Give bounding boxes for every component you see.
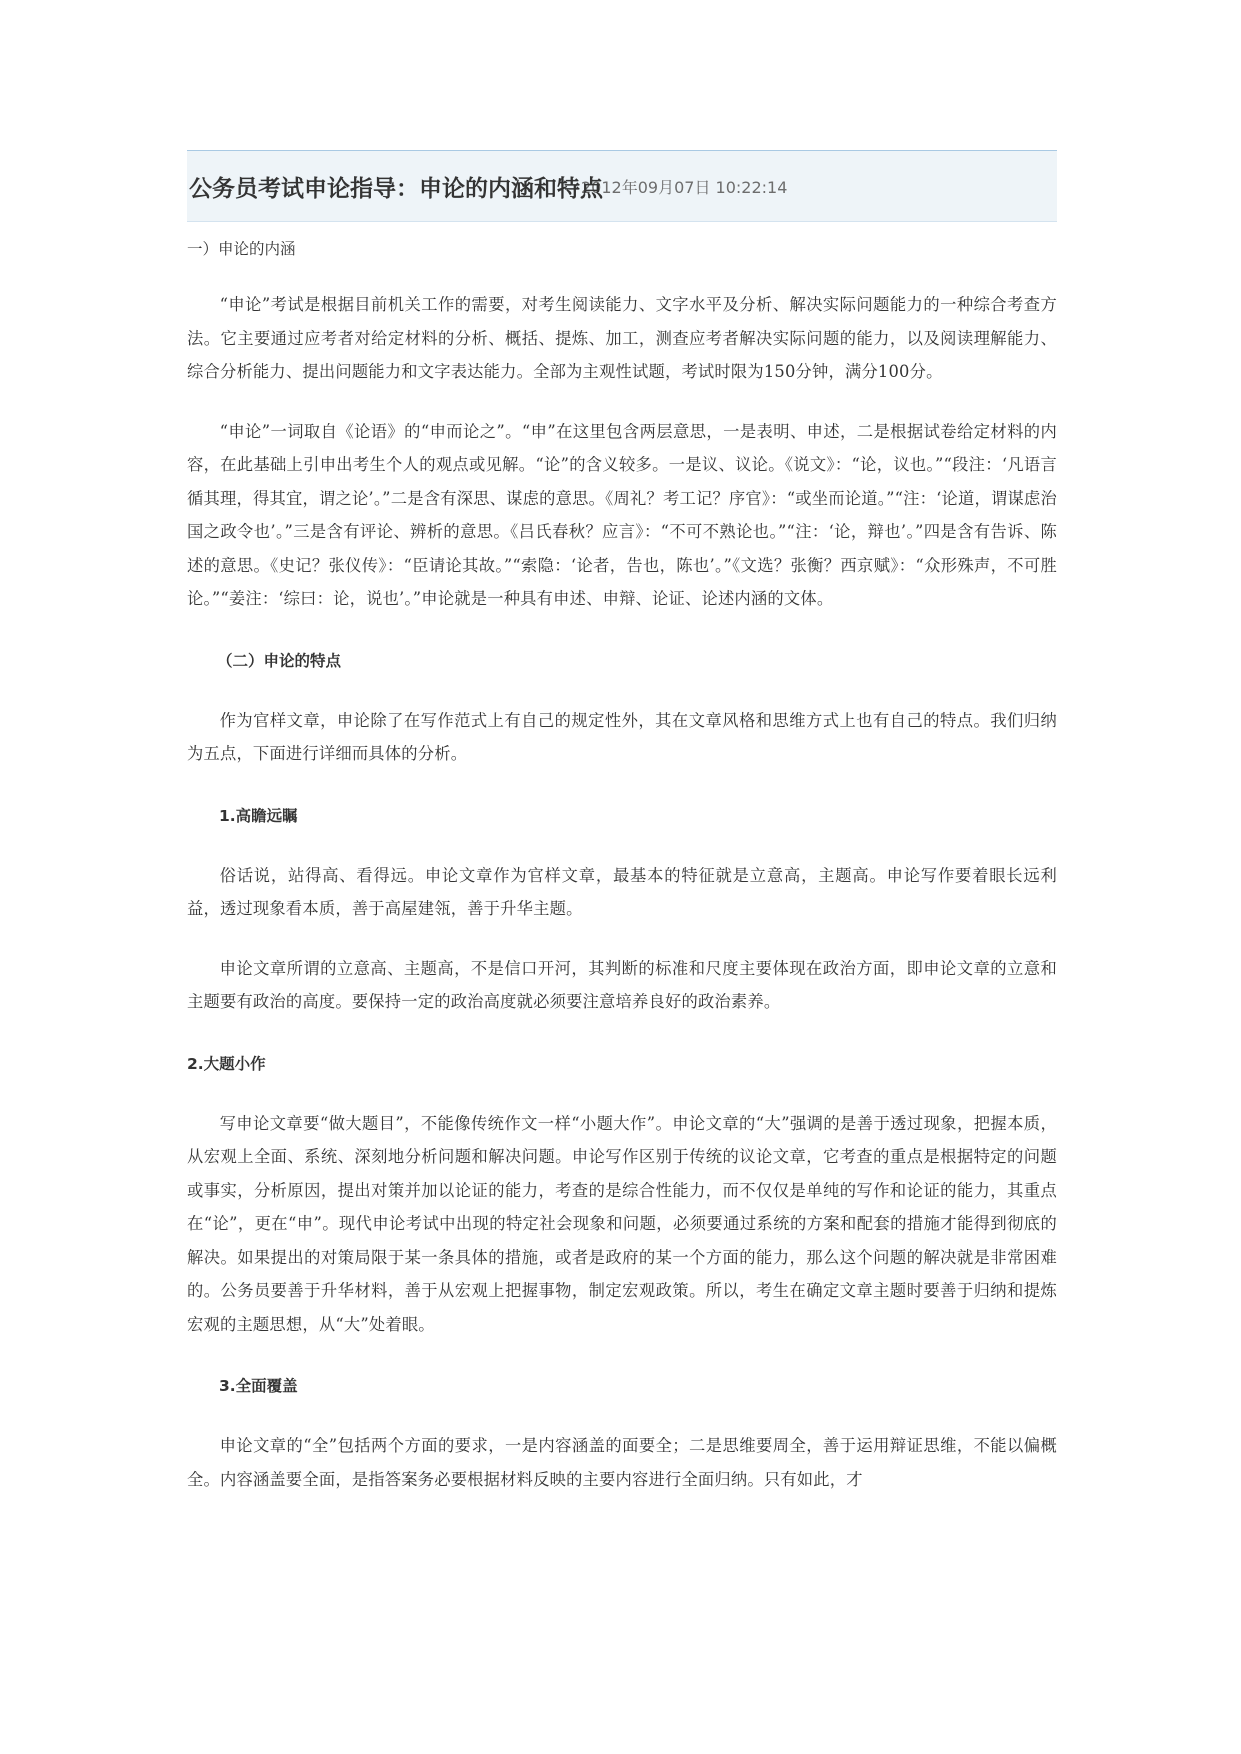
- paragraph-7: 申论文章的“全”包括两个方面的要求，一是内容涵盖的面要全；二是思维要周全，善于运用辩证思维，不能以偏概全。内容涵盖要全面，是指答案务必要根据材料反映的主要内容进行全面归纳。只有如此，才: [187, 1436, 1057, 1489]
- section-heading-connotation: 一）申论的内涵: [187, 240, 296, 258]
- article-title: 公务员考试申论指导：申论的内涵和特点: [189, 175, 603, 202]
- paragraph-1: “申论”考试是根据目前机关工作的需要，对考生阅读能力、文字水平及分析、解决实际问题能力的一种综合考查方法。它主要通过应考者对给定材料的分析、概括、提炼、加工，测查应考者解决实际问题的能力，以及阅读理解能力、综合分析能力、提出问题能力和文字表达能力。全部为主观性试题，考试时限为150分钟，满分100分。: [187, 295, 1057, 381]
- subheading-3: 3.全面覆盖: [219, 1377, 298, 1395]
- publish-timestamp: 2012年09月07日 10:22:14: [581, 177, 788, 197]
- subheading-1: 1.高瞻远瞩: [219, 806, 298, 825]
- article: [187, 150, 1057, 1496]
- title-bar: [187, 150, 1057, 222]
- paragraph-3: 作为官样文章，申论除了在写作范式上有自己的规定性外，其在文章风格和思维方式上也有自己的特点。我们归纳为五点，下面进行详细而具体的分析。: [187, 710, 1057, 763]
- section-heading-features: （二）申论的特点: [217, 651, 342, 670]
- paragraph-4: 俗话说，站得高、看得远。申论文章作为官样文章，最基本的特征就是立意高，主题高。申论写作要着眼长远利益，透过现象看本质，善于高屋建瓴，善于升华主题。: [187, 865, 1057, 918]
- paragraph-5: 申论文章所谓的立意高、主题高，不是信口开河，其判断的标准和尺度主要体现在政治方面，即申论文章的立意和主题要有政治的高度。要保持一定的政治高度就必须要注意培养良好的政治素养。: [187, 958, 1057, 1011]
- subheading-2: 2.大题小作: [187, 1054, 266, 1073]
- paragraph-6: 写申论文章要“做大题目”，不能像传统作文一样“小题大作”。申论文章的“大”强调的是善于透过现象，把握本质，从宏观上全面、系统、深刻地分析问题和解决问题。申论写作区别于传统的议论文章，它考查的重点是根据特定的问题或事实，分析原因，提出对策并加以论证的能力，考查的是综合性能力，而不仅仅是单纯的写作和论证的能力，其重点在“论”，更在“申”。现代申论考试中出现的特定社会现象和问题，必须要通过系统的方案和配套的措施才能得到彻底的解决。如果提出的对策局限于某一条具体的措施，或者是政府的某一个方面的能力，那么这个问题的解决就是非常困难的。公务员要善于升华材料，善于从宏观上把握事物，制定宏观政策。所以，考生在确定文章主题时要善于归纳和提炼宏观的主题思想，从“大”处着眼。: [187, 1113, 1057, 1334]
- paragraph-2: “申论”一词取自《论语》的“申而论之”。“申”在这里包含两层意思，一是表明、申述，二是根据试卷给定材料的内容，在此基础上引申出考生个人的观点或见解。“论”的含义较多。一是议、议论。《说文》：“论，议也。”“段注：‘凡语言循其理，得其宜，谓之论’。”二是含有深思、谋虑的意思。《周礼？考工记？序官》：“或坐而论道。”“注：‘论道，谓谋虑治国之政令也’。”三是含有评论、辨析的意思。《吕氏春秋？应言》：“不可不熟论也。”“注：‘论，辩也’。”四是含有告诉、陈述的意思。《史记？张仪传》：“臣请论其故。”“索隐：‘论者，告也，陈也’。”《文选？张衡？西京赋》：“众形殊声，不可胜论。”“姜注：‘综曰：论，说也’。”申论就是一种具有申述、申辩、论证、论述内涵的文体。: [187, 421, 1057, 608]
